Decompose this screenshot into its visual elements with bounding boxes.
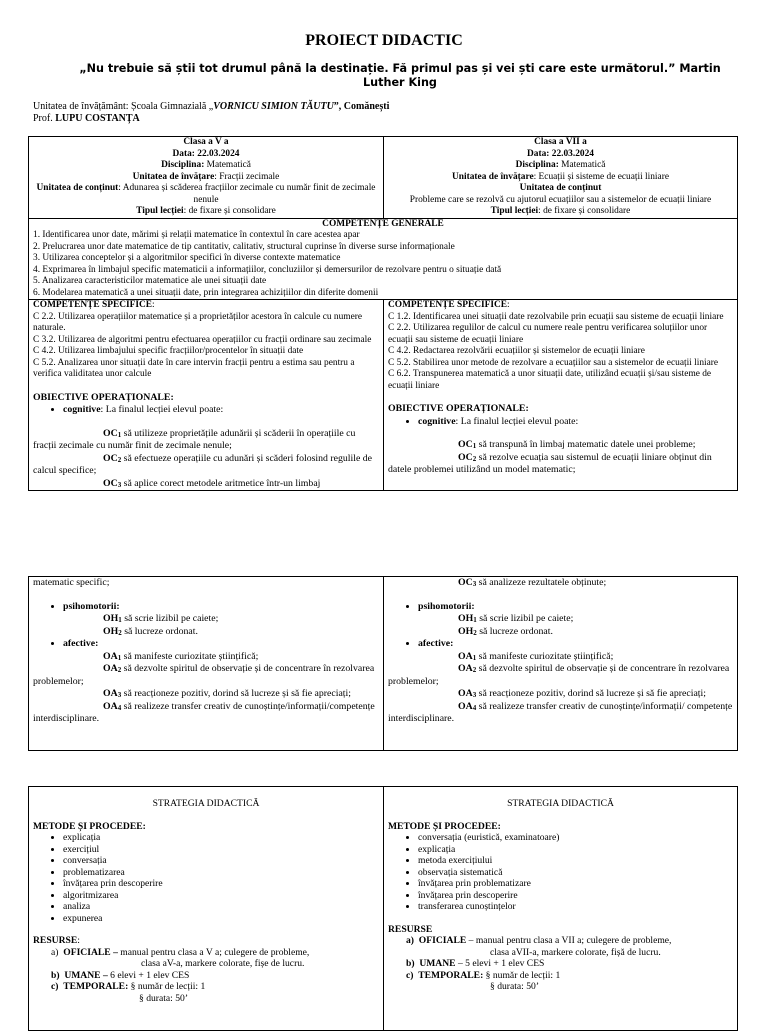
- right-oc1: OC1 să transpună în limbaj matematic datele unei probleme;: [458, 439, 696, 450]
- method-item: • conversația (euristică, examinatoare): [418, 832, 733, 844]
- method-item: • transferarea cunoștințelor: [418, 901, 733, 913]
- left-class: Clasa a V a: [183, 137, 229, 147]
- right-specific: COMPETENȚE SPECIFICE: C 1.2. Identificarea unei situații date rezolvabile prin ecuații sau sisteme de ecuații liniare C 2.2. Utilizarea regulilor de calcul cu numere reale pentru verificarea soluțiilor unor ecuații sau sisteme de ecuații liniare C 4.2. Redactarea rezolvării ecuațiilor și sistemelor de ecuații liniare C 5.2. Stabilirea unor metode de rezolvare a ecuațiilor sau a sistemelor de ecuații liniare C 6.2. Transpunerea matematică a unor situații date, utilizând ecuații și/sau sisteme de ecuații liniare OBIECTIVE OPERAȚIONALE: • cognitive: La finalul lecției elevul poate: OC1 să transpună în limbaj matematic datele unei probleme; OC2 să rezolve ecuația sau sistemul de ecuații liniare obținut din datele problemei utilizând un model matematic;: [383, 300, 737, 490]
- left-objectives-cont: matematic specific; • psihomotorii: OH1 să scrie lizibil pe caiete; OH2 să lucreze ordonat. • afective: OA1 să manifeste curiozitate științifică; OA2 să dezvolte spiritul de observație și de concentrare în rezolvarea problemelor; OA3 să reacționeze pozitiv, dorind să lucreze și să fie apreciați; OA4 să realizeze transfer creativ de cunoștințe/informații/competențe interdisciplinare.: [29, 577, 383, 750]
- method-item: • expunerea: [63, 913, 379, 925]
- method-item: • explicația: [63, 832, 379, 844]
- specific-item: C 5.2. Analizarea unor situații date în care intervin fracții pentru a estima sau pentru a verifica validitatea unor calcule: [33, 357, 355, 379]
- left-oc1: OC1 să utilizeze proprietățile adunării și scăderii în operațiile cu fracții zecimale cu număr finit de zecimale nenule;: [33, 427, 356, 451]
- method-item: • analiza: [63, 901, 379, 913]
- specific-item: C 1.2. Identificarea unei situații date rezolvabile prin ecuații sau sisteme de ecuații liniare: [388, 311, 724, 322]
- general-item: 1. Identificarea unor date, mărimi și relații matematice în contextul în care acestea apar: [33, 230, 360, 240]
- unit-name: VORNICU SIMION TĂUTU: [213, 101, 334, 112]
- left-oc3: OC3 să aplice corect metodele aritmetice într-un limbaj: [103, 477, 321, 489]
- right-oc2: OC2 să rezolve ecuația sau sistemul de ecuații liniare obținut din datele problemei utilizând un model matematic;: [388, 451, 712, 475]
- method-item: • învățarea prin problematizare: [418, 878, 733, 890]
- general-competences: COMPETENȚE GENERALE 1. Identificarea unor date, mărimi și relații matematice în contextul în care acestea apar 2. Prelucrarea unor date matematice de tip cantitativ, calitativ, structural cuprinse în diverse surse informaționale 3. Utilizarea conceptelor și a algoritmilor specifici în diverse contexte matematice 4. Exprimarea în limbajul specific matematicii a informațiilor, concluziilor și demersurilor de rezolvare pentru o situație dată 5. Analizarea caracteristicilor matematice ale unei situații date 6. Modelarea matematică a unei situații date, prin integrarea achizițiilor din diferite domenii: [29, 219, 737, 300]
- general-item: 2. Prelucrarea unor date matematice de tip cantitativ, calitativ, structural cuprinse în diverse surse informaționale: [33, 241, 455, 252]
- general-item: 5. Analizarea caracteristicilor matematice ale unei situații date: [33, 276, 267, 286]
- specific-item: C 2.2. Utilizarea regulilor de calcul cu numere reale pentru verificarea soluțiilor unor ecuații sau sisteme de ecuații liniare: [388, 323, 708, 345]
- specific-item: C 4.2. Utilizarea limbajului specific fracțiilor/procentelor în situații date: [33, 346, 304, 356]
- strategy-table: [28, 786, 738, 1031]
- right-class: Clasa a VII a: [534, 137, 587, 147]
- method-item: • problematizarea: [63, 867, 379, 879]
- method-item: • exercițiul: [63, 844, 379, 856]
- motto: „Nu trebuie să știi tot drumul până la destinație. Fă primul pas și vei ști care este următorul.” Martin Luther King: [79, 62, 721, 89]
- method-item: • metoda exercițiului: [418, 855, 733, 867]
- general-item: 3. Utilizarea conceptelor și a algoritmilor specifici în diverse contexte matematice: [33, 253, 341, 263]
- header-row: [29, 137, 737, 219]
- unit-prefix: Școala Gimnazială „: [131, 101, 214, 112]
- method-item: • observația sistematică: [418, 867, 733, 879]
- specific-item: C 5.2. Stabilirea unor metode de rezolvare a ecuațiilor sau a sistemelor de ecuații liniare: [388, 357, 719, 368]
- general-item: 6. Modelarea matematică a unei situații date, prin integrarea achizițiilor din diferite domenii: [33, 287, 379, 298]
- school-info: [33, 101, 389, 125]
- page-title: PROIECT DIDACTIC: [305, 32, 463, 49]
- right-strategy: STRATEGIA DIDACTICĂ METODE ȘI PROCEDEE: • conversația (euristică, examinatoare) • explicația • metoda exercițiului • observația sistematică • învățarea prin problematizare • învățarea prin descoperire • transferarea cunoștințelor RESURSE a) OFICIALE – manual pentru clasa a VII a; culegere de probleme, clasa aVII-a, markere colorate, fișă de lucru. b) UMANE – 5 elevi + 1 elev CES c) TEMPORALE: § număr de lecții: 1 § durata: 50’: [383, 787, 737, 1030]
- prof-label: Prof.: [33, 113, 56, 124]
- unit-suffix: ”, Comănești: [333, 101, 390, 112]
- specific-item: C 6.2. Transpunerea matematică a unor situații date, utilizând ecuații și/sau sisteme de ecuații liniare: [388, 369, 712, 391]
- right-header: Clasa a VII a Data: 22.03.2024 Disciplina: Matematică Unitatea de învățare: Ecuații și sisteme de ecuații liniare Unitatea de conținut Probleme care se rezolvă cu ajutorul ecuațiilor sau a sistemelor de ecuații liniare Tipul lecției: de fixare și consolidare: [383, 137, 737, 218]
- unit-label: Unitatea de învățământ:: [33, 101, 132, 112]
- general-item: 4. Exprimarea în limbajul specific matematicii a informațiilor, concluziilor și demersurilor de rezolvare pentru o situație dată: [33, 264, 502, 275]
- left-oc2: OC2 să efectueze operațiile cu adunări și scăderi folosind regulile de calcul specifice;: [33, 452, 372, 476]
- method-item: • conversația: [63, 855, 379, 867]
- specific-item: C 2.2. Utilizarea operațiilor matematice și a proprietăților acestora în calcule cu numere naturale.: [33, 311, 363, 333]
- strategy-heading: STRATEGIA DIDACTICĂ: [152, 798, 260, 809]
- lesson-table-1: [28, 136, 738, 491]
- left-header: Clasa a V a Data: 22.03.2024 Disciplina: Matematică Unitatea de învățare: Fracții zecimale Unitatea de conținut: Adunarea și scăderea fracțiilor zecimale cu număr finit de zecimale nenule Tipul lecției: de fixare și consolidare: [29, 137, 383, 218]
- specific-row: [29, 300, 737, 490]
- left-strategy: STRATEGIA DIDACTICĂ METODE ȘI PROCEDEE: • explicația • exercițiul • conversația • problematizarea • învățarea prin descoperire • algoritmizarea • analiza • expunerea RESURSE: a) OFICIALE – manual pentru clasa a V a; culegere de probleme, clasa aV-a, markere colorate, fișe de lucru. b) UMANE – 6 elevi + 1 elev CES c) TEMPORALE: § număr de lecții: 1 § durata: 50’: [29, 787, 383, 1030]
- method-item: • explicația: [418, 844, 733, 856]
- specific-item: C 3.2. Utilizarea de algoritmi pentru efectuarea operațiilor cu fracții ordinare sau zecimale: [33, 334, 372, 345]
- prof-name: LUPU COSTANȚA: [55, 113, 140, 124]
- lesson-table-2: [28, 576, 738, 751]
- strategy-heading: STRATEGIA DIDACTICĂ: [507, 798, 614, 809]
- specific-item: C 4.2. Redactarea rezolvării ecuațiilor și sistemelor de ecuații liniare: [388, 346, 645, 356]
- left-specific: COMPETENȚE SPECIFICE: C 2.2. Utilizarea operațiilor matematice și a proprietăților acestora în calcule cu numere naturale. C 3.2. Utilizarea de algoritmi pentru efectuarea operațiilor cu fracții ordinare sau zecimale C 4.2. Utilizarea limbajului specific fracțiilor/procentelor în situații date C 5.2. Analizarea unor situații date în care intervin fracții pentru a estima sau pentru a verifica validitatea unor calcule OBIECTIVE OPERAȚIONALE: • cognitive: La finalul lecției elevul poate: OC1 să utilizeze proprietățile adunării și scăderii în operațiile cu fracții zecimale cu număr finit de zecimale nenule; OC2 să efectueze operațiile cu adunări și scăderi folosind regulile de calcul specifice; OC3 să aplice corect metodele aritmetice într-un limbaj: [29, 300, 383, 490]
- method-item: • algoritmizarea: [63, 890, 379, 902]
- method-item: • învățarea prin descoperire: [418, 890, 733, 902]
- method-item: • învățarea prin descoperire: [63, 878, 379, 890]
- general-competences-row: [29, 219, 737, 301]
- right-objectives-cont: OC3 să analizeze rezultatele obținute; • psihomotorii: OH1 să scrie lizibil pe caiete; OH2 să lucreze ordonat. • afective: OA1 să manifeste curiozitate științifică; OA2 să dezvolte spiritul de observație și de concentrare în rezolvarea problemelor; OA3 să reacționeze pozitiv, dorind să lucreze și să fie apreciați; OA4 să realizeze transfer creativ de cunoștințe/informații/ competențe interdisciplinare.: [383, 577, 737, 750]
